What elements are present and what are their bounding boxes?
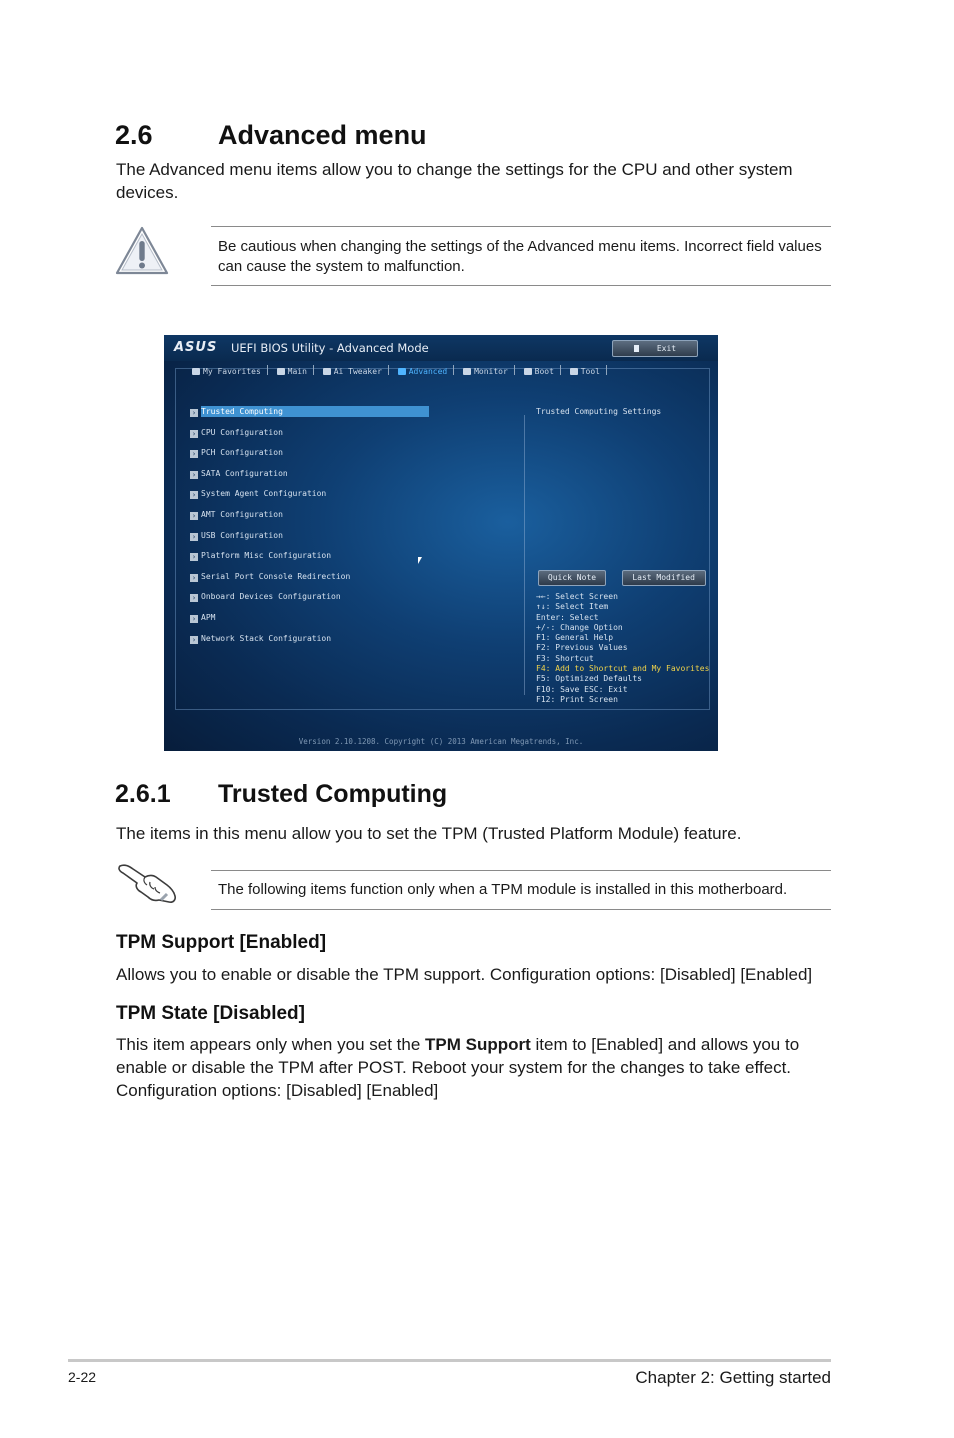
bios-panel-divider (524, 415, 525, 695)
bios-asus-logo: ASUS (174, 340, 218, 355)
bios-key-line: F5: Optimized Defaults (536, 674, 642, 684)
caution-top-rule (211, 226, 831, 227)
bios-menu-item-apm[interactable]: › APM (191, 612, 216, 623)
bios-quick-note-button[interactable]: Quick Note (538, 570, 606, 586)
chevron-right-icon: › (191, 635, 197, 644)
bios-menu-item-usb[interactable]: › USB Configuration (191, 530, 283, 541)
chevron-right-icon: › (191, 614, 197, 623)
bios-key-line: →←: Select Screen (536, 592, 618, 601)
bios-key-line: Enter: Select (536, 612, 599, 622)
bios-title-bar (164, 335, 718, 361)
section-number: 2.6 (115, 120, 153, 150)
chevron-right-icon: › (191, 450, 197, 459)
bios-menu-item-serial-port[interactable]: › Serial Port Console Redirection (191, 571, 351, 582)
note-top-rule (211, 870, 831, 871)
monitor-icon (463, 368, 471, 375)
bios-menu-item-cpu[interactable]: › CPU Configuration (191, 427, 283, 438)
bios-key-legend (536, 592, 709, 705)
bios-exit-button[interactable]: Exit (612, 340, 698, 357)
tpm-support-reference: TPM Support (425, 1035, 531, 1054)
bios-tab-ai-tweaker[interactable]: Ai Tweaker (323, 365, 389, 379)
bios-key-line: F2: Previous Values (536, 643, 628, 653)
power-icon (524, 368, 532, 375)
chevron-right-icon: › (191, 573, 197, 582)
tpm-support-heading: TPM Support [Enabled] (116, 932, 327, 953)
chevron-right-icon: › (191, 409, 197, 417)
bios-key-line: ↑↓: Select Item (536, 602, 609, 612)
list-icon (277, 368, 285, 375)
mouse-cursor-icon (418, 557, 422, 564)
printer-icon (570, 368, 578, 375)
tpm-state-description: This item appears only when you set the TPM Support item to [Enabled] and allows you to enable or disable the TPM after POST. Reboot your system for the changes to take effect. Configuration options: [Disabled] [Enabled] (116, 1035, 800, 1100)
bios-tab-monitor[interactable]: Monitor (463, 365, 515, 379)
subsection-number: 2.6.1 (115, 780, 171, 808)
bios-last-modified-button[interactable]: Last Modified (622, 570, 706, 586)
subsection-heading (115, 779, 815, 809)
section-title: Advanced menu (218, 120, 427, 150)
bios-screenshot (164, 335, 718, 751)
bios-tab-my-favorites[interactable]: My Favorites (192, 365, 268, 379)
bios-key-line: F1: General Help (536, 633, 614, 643)
bios-tab-advanced[interactable]: Advanced (398, 365, 455, 379)
chevron-right-icon: › (191, 491, 197, 500)
subsection-title: Trusted Computing (218, 780, 448, 808)
note-bottom-rule (211, 909, 831, 910)
hand-pointer-icon (115, 860, 179, 906)
bios-menu-item-amt[interactable]: › AMT Configuration (191, 509, 283, 520)
caution-text: Be cautious when changing the settings of the Advanced menu items. Incorrect field values can cause the system to malfunction. (218, 238, 822, 275)
bios-key-line: F3: Shortcut (536, 653, 594, 663)
tweaker-icon (323, 368, 331, 375)
chevron-right-icon: › (191, 429, 197, 438)
bios-tab-bar (192, 365, 611, 379)
bios-tab-tool[interactable]: Tool (570, 365, 607, 379)
bios-menu-item-system-agent[interactable]: › System Agent Configuration (191, 489, 327, 500)
bios-key-line: +/-: Change Option (536, 622, 623, 632)
bios-utility-title: UEFI BIOS Utility - Advanced Mode (231, 341, 429, 355)
bios-menu-item-trusted-computing[interactable]: › Trusted Computing (190, 406, 440, 427)
star-icon (192, 368, 200, 375)
bios-menu-list (190, 406, 440, 653)
bios-menu-item-sata[interactable]: › SATA Configuration (191, 468, 288, 479)
bios-menu-item-onboard-devices[interactable]: › Onboard Devices Configuration (191, 592, 341, 603)
bios-tab-boot[interactable]: Boot (524, 365, 561, 379)
chevron-right-icon: › (191, 511, 197, 520)
bios-tab-main[interactable]: Main (277, 365, 314, 379)
tpm-state-heading: TPM State [Disabled] (116, 1003, 305, 1024)
footer-rule (68, 1359, 831, 1362)
subsection-intro: The items in this menu allow you to set the TPM (Trusted Platform Module) feature. (116, 824, 742, 843)
bios-key-line-highlighted: F4: Add to Shortcut and My Favorites (536, 664, 710, 674)
note-text: The following items function only when a TPM module is installed in this motherboard. (218, 881, 788, 898)
chevron-right-icon: › (191, 470, 197, 479)
section-heading (115, 120, 815, 152)
bios-menu-item-network-stack[interactable]: › Network Stack Configuration (191, 633, 332, 644)
bios-action-buttons (538, 565, 712, 586)
bios-version-footer: Version 2.10.1208. Copyright (C) 2013 American Megatrends, Inc. (298, 737, 584, 746)
page-number: 2-22 (68, 1369, 97, 1385)
chevron-right-icon: › (191, 532, 197, 541)
section-intro: The Advanced menu items allow you to change the settings for the CPU and other system devices. (116, 160, 793, 202)
chevron-right-icon: › (191, 553, 197, 562)
caution-bottom-rule (211, 285, 831, 286)
tpm-support-description: Allows you to enable or disable the TPM support. Configuration options: [Disabled] [Enabled] (116, 965, 813, 984)
bios-help-title: Trusted Computing Settings (536, 407, 662, 416)
chapter-label: Chapter 2: Getting started (635, 1368, 831, 1387)
bios-key-line: F12: Print Screen (536, 694, 618, 704)
power-icon (634, 345, 639, 352)
bios-key-line: F10: Save ESC: Exit (536, 684, 628, 694)
caution-warning-icon (114, 225, 170, 277)
bios-menu-item-platform-misc[interactable]: › Platform Misc Configuration (191, 551, 332, 562)
bios-menu-item-pch[interactable]: › PCH Configuration (191, 448, 283, 459)
advanced-icon (398, 368, 406, 375)
chevron-right-icon: › (191, 594, 197, 603)
